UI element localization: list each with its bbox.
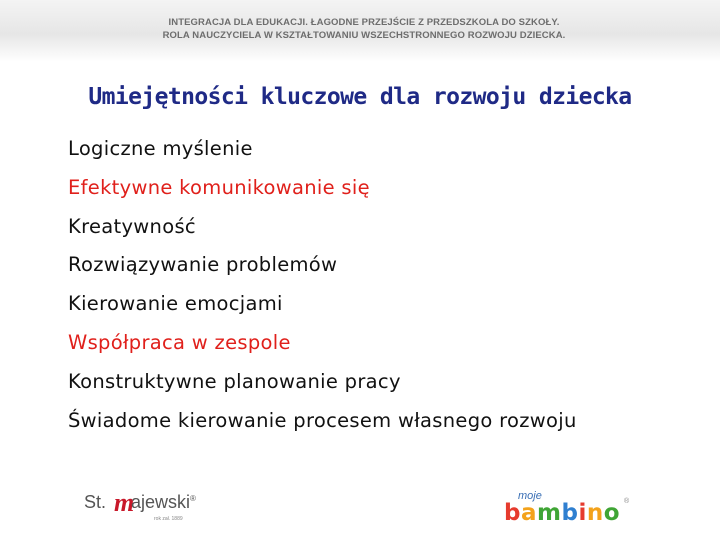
- logo-founded: rok zał. 1889: [154, 516, 183, 522]
- logo-letter: i: [578, 500, 587, 526]
- logo-mark: m: [114, 488, 135, 517]
- header-line-2: ROLA NAUCZYCIELA W KSZTAŁTOWANIU WSZECHSTRONNEGO ROZWOJU DZIECKA.: [162, 30, 566, 41]
- moje-bambino-logo: [500, 490, 635, 530]
- skill-item: Świadome kierowanie procesem własnego rozwoju: [68, 408, 577, 432]
- logo-letter: n: [586, 500, 604, 526]
- logo-name: ajewski®: [131, 492, 196, 512]
- slide-title: Umiejętności kluczowe dla rozwoju dziecka: [88, 84, 632, 110]
- logo-registered: ®: [624, 498, 630, 505]
- logo-letter: b: [561, 500, 579, 526]
- skill-item: Kreatywność: [68, 214, 196, 238]
- header-line-1: INTEGRACJA DLA EDUKACJI. ŁAGODNE PRZEJŚCIE Z PRZEDSZKOLA DO SZKOŁY.: [168, 17, 560, 28]
- logo-bambino: [504, 500, 620, 526]
- skill-item: Logiczne myślenie: [68, 137, 253, 160]
- logo-letter: a: [520, 500, 537, 526]
- stmajewski-logo: [84, 490, 214, 530]
- logo-prefix: St.: [84, 492, 107, 512]
- logo-letter: o: [603, 500, 621, 526]
- skill-item: Konstruktywne planowanie pracy: [68, 369, 401, 393]
- skills-list: [68, 136, 577, 446]
- skill-item: Kierowanie emocjami: [68, 292, 283, 316]
- skill-item: Rozwiązywanie problemów: [68, 253, 338, 277]
- header-text: [0, 16, 720, 42]
- skill-item: Efektywne komunikowanie się: [68, 175, 370, 199]
- logo-letter: b: [504, 500, 521, 526]
- skill-item: Współpraca w zespole: [68, 330, 291, 354]
- logo-moje: moje: [518, 490, 542, 502]
- logo-letter: m: [537, 500, 562, 526]
